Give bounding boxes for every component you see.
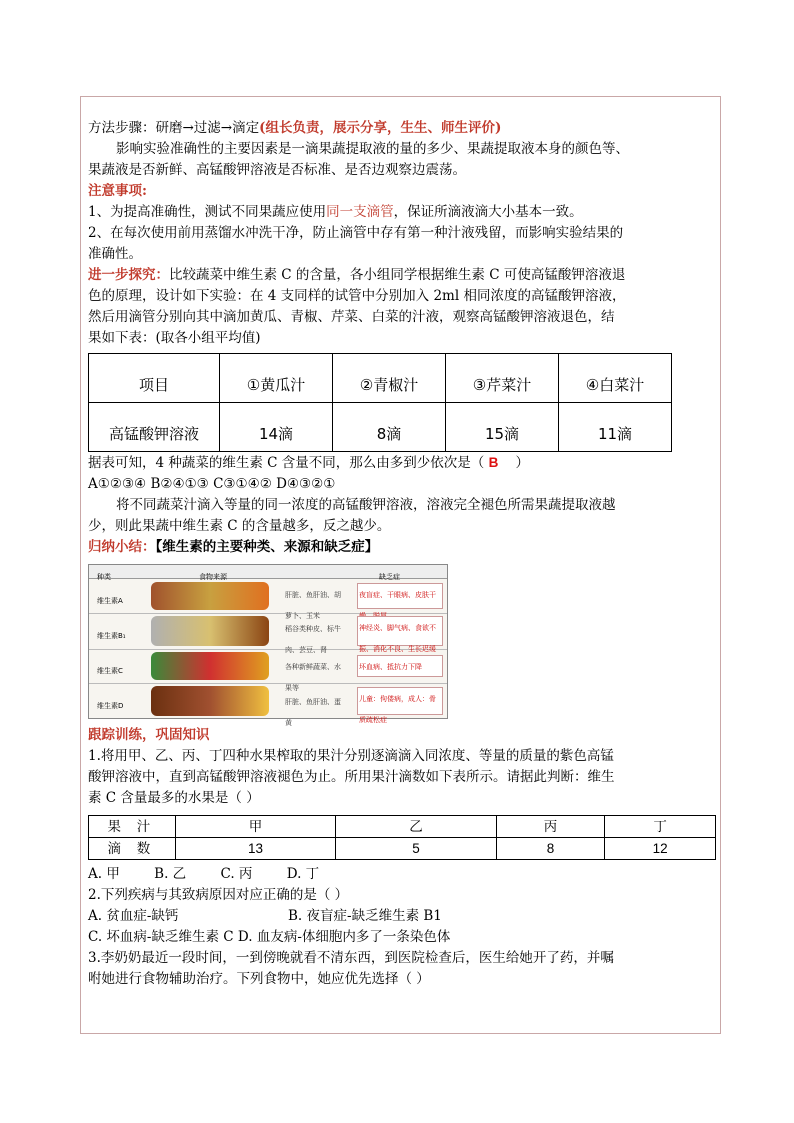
question-answer: B	[488, 455, 499, 470]
table-header-cell	[559, 354, 672, 403]
fruit-header-label: 果 汁	[89, 816, 176, 838]
vit-c-source: 各种新鲜蔬菜、水果等	[285, 663, 341, 692]
method-para-1: 影响实验准确性的主要因素是一滴果蔬提取液的量的多少、果蔬提取液本身的颜色等、	[116, 141, 629, 157]
table-cell	[559, 403, 672, 452]
vit-d-deficiency: 儿童：佝偻病，成人：骨质疏松症	[357, 687, 443, 715]
fruit-header-bing: 丙	[496, 816, 605, 838]
vit-c-deficiency: 坏血病、抵抗力下降	[357, 655, 443, 677]
vit-header-kind: 种类	[97, 573, 111, 581]
q3-line-1: 3.李奶奶最近一段时间，一到傍晚就看不清东西，到医院检查后，医生给她开了药，并嘱	[88, 950, 614, 966]
vit-c-name: 维生素C	[97, 667, 123, 675]
q1-line-2: 酸钾溶液中，直到高锰酸钾溶液褪色为止。所用果汁滴数如下表所示。请据此判断：维生	[88, 769, 615, 785]
vit-a-food-photo	[151, 582, 269, 610]
explore-line-1	[88, 265, 716, 286]
vitamin-sources-image	[88, 564, 448, 727]
fruit-header-ding: 丁	[605, 816, 716, 838]
vit-d-name: 维生素D	[97, 702, 124, 710]
notes-item-1	[88, 202, 716, 223]
fruit-header-yi: 乙	[336, 816, 496, 838]
q2-text: 2.下列疾病与其致病原因对应正确的是（ ）	[88, 887, 349, 903]
fruit-row-label: 滴 数	[89, 838, 176, 860]
vit-header-deficiency: 缺乏症	[379, 573, 400, 581]
method-para-2: 果蔬液是否新鲜、高锰酸钾溶液是否标准、是否边观察边震荡。	[88, 162, 466, 178]
method-steps: 方法步骤：研磨→过滤→滴定	[88, 120, 260, 136]
vitamin-row-a	[89, 579, 447, 620]
vit-b1-food-photo	[151, 616, 269, 646]
question-options: A①②③④ B②④①③ C③①④② D④③②①	[88, 476, 336, 492]
summary-line	[88, 537, 716, 558]
header-pepper: ②青椒汁	[359, 375, 419, 394]
header-cucumber: ①黄瓜汁	[246, 375, 306, 394]
row-label: 高锰酸钾溶液	[108, 424, 199, 443]
fruit-ding-drops: 12	[605, 838, 716, 860]
table-row	[89, 838, 716, 860]
header-item: 项目	[138, 375, 169, 394]
table-row	[89, 816, 716, 838]
vit-c-food-photo	[151, 652, 269, 680]
question-line	[88, 452, 716, 474]
vit-d-food-photo	[151, 686, 269, 716]
vit-a-deficiency: 夜盲症、干眼病、皮肤干	[357, 583, 443, 609]
q2-option-a: A. 贫血症-缺钙	[88, 908, 179, 924]
table-header-cell	[446, 354, 559, 403]
notes-heading: 注意事项:	[88, 183, 147, 199]
table-row	[89, 354, 672, 403]
table-cell	[446, 403, 559, 452]
q2-option-b: B. 夜盲症-缺乏维生素 B1	[288, 908, 442, 924]
notes-item-1-tail: ，保证所滴液滴大小基本一致。	[393, 204, 583, 220]
summary-heading: 归纳小结：	[88, 539, 156, 555]
notes-item-1-text: 1、为提高准确性，测试不同果蔬应使用	[88, 204, 327, 220]
vit-b1-name: 维生素B₁	[97, 632, 126, 640]
juice-drops-table	[88, 353, 672, 452]
table-row	[89, 403, 672, 452]
table-header-cell	[89, 354, 220, 403]
explanation-1: 将不同蔬菜汁滴入等量的同一浓度的高锰酸钾溶液，溶液完全褪色所需果蔬提取液越	[116, 497, 616, 513]
vit-b1-source: 稻谷类种皮、标牛肉、芸豆、肾	[285, 625, 341, 654]
vitamin-header	[89, 565, 447, 579]
fruit-bing-drops: 8	[496, 838, 605, 860]
table-header-cell	[333, 354, 446, 403]
header-cabbage: ④白菜汁	[585, 375, 645, 394]
vit-a-source: 肝脏、鱼肝油、胡萝卜、玉米	[285, 591, 341, 620]
q1-line-3: 素 C 含量最多的水果是（ ）	[88, 790, 260, 806]
fruit-yi-drops: 5	[336, 838, 496, 860]
worksheet-content	[88, 118, 716, 990]
explore-line-2: 色的原理，设计如下实验：在 4 支同样的试管中分别加入 2ml 相同浓度的高锰酸钾溶液，	[88, 288, 626, 304]
method-line	[88, 118, 716, 139]
method-note: (组长负责，展示分享，生生、师生评价)	[259, 120, 502, 136]
vit-a-name: 维生素A	[97, 597, 123, 605]
notes-item-2: 2、在每次使用前用蒸馏水冲洗干净，防止滴管中存有第一种汁液残留，而影响实验结果的	[88, 225, 624, 241]
vitamin-row-d	[89, 683, 447, 727]
table-cell	[220, 403, 333, 452]
fruit-header-jia: 甲	[175, 816, 335, 838]
vitamin-row-c	[89, 649, 447, 692]
cucumber-drops: 14滴	[258, 424, 294, 443]
vit-header-source: 食物来源	[199, 573, 227, 581]
vit-d-source: 肝脏、鱼肝油、蛋黄	[285, 698, 341, 727]
q1-options: A. 甲 B. 乙 C. 丙 D. 丁	[88, 866, 320, 882]
vit-b1-deficiency: 神经炎、脚气病、食欲不振、消化不良、生长迟缓	[357, 616, 443, 646]
fruit-jia-drops: 13	[175, 838, 335, 860]
table-cell	[333, 403, 446, 452]
q2-options-ab	[88, 906, 716, 927]
q1-line-1: 1.将用甲、乙、丙、丁四种水果榨取的果汁分别逐滴滴入同浓度、等量的质量的紫色高锰	[88, 748, 614, 764]
explore-line-4: 果如下表：(取各小组平均值)	[88, 330, 261, 346]
explanation-2: 少，则此果蔬中维生素 C 的含量越多，反之越少。	[88, 518, 391, 534]
fruit-drops-table	[88, 815, 716, 860]
explore-text-1: 比较蔬菜中维生素 C 的含量，各小组同学根据维生素 C 可使高锰酸钾溶液退	[169, 267, 626, 283]
question-close: ）	[515, 455, 530, 471]
celery-drops: 15滴	[484, 424, 520, 443]
vitamin-row-b1	[89, 613, 447, 654]
table-header-cell	[220, 354, 333, 403]
summary-text: 【维生素的主要种类、来源和缺乏症】	[155, 539, 379, 555]
question-text: 据表可知，4 种蔬菜的维生素 C 含量不同，那么由多到少依次是（	[88, 455, 485, 471]
q3-line-2: 咐她进行食物辅助治疗。下列食物中，她应优先选择（ ）	[88, 971, 430, 987]
header-celery: ③芹菜汁	[472, 375, 532, 394]
notes-item-1-highlight: 同一支滴管	[326, 204, 394, 220]
table-cell	[89, 403, 220, 452]
q2-options-cd: C. 坏血病-缺乏维生素 C D. 血友病-体细胞内多了一条染色体	[88, 929, 451, 945]
pepper-drops: 8滴	[376, 424, 402, 443]
practice-heading: 跟踪训练，巩固知识	[88, 727, 210, 743]
explore-line-3: 然后用滴管分别向其中滴加黄瓜、青椒、芹菜、白菜的汁液，观察高锰酸钾溶液退色，结	[88, 309, 615, 325]
explore-heading: 进一步探究：	[88, 267, 169, 283]
notes-item-2-tail: 准确性。	[88, 246, 142, 262]
cabbage-drops: 11滴	[597, 424, 633, 443]
